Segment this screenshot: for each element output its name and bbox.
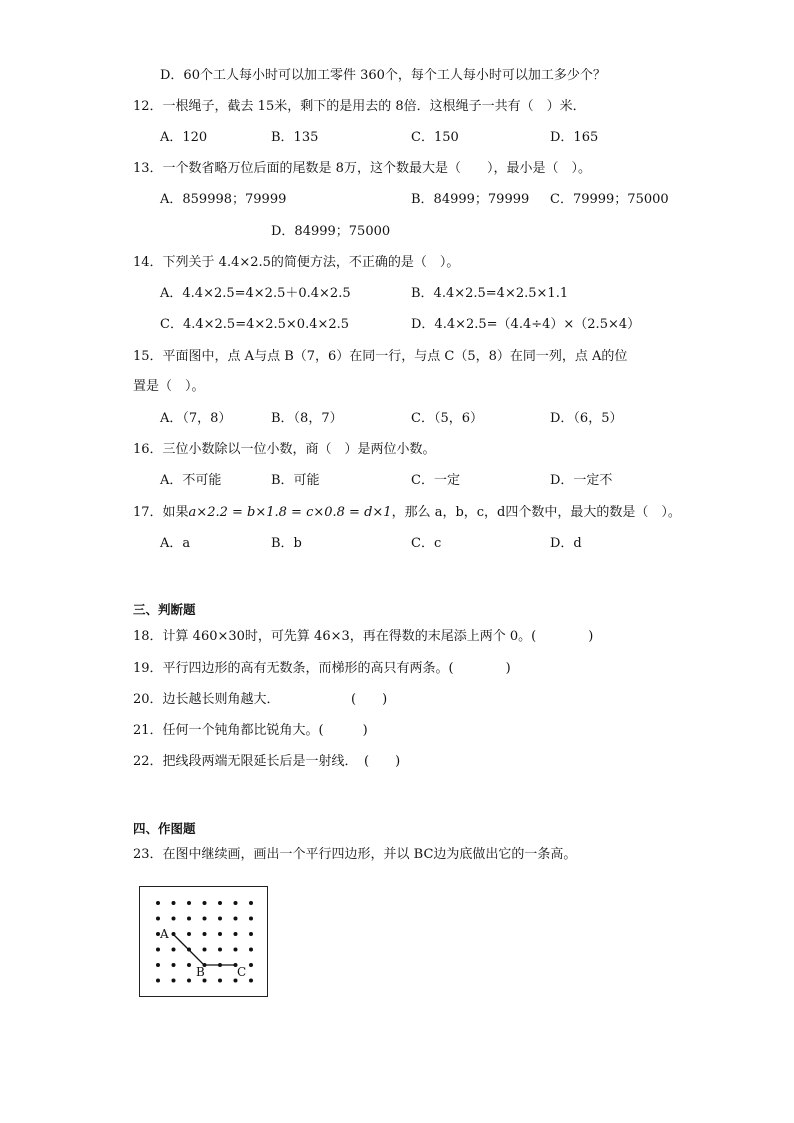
dot-grid-figure [139, 886, 268, 997]
q13-option-c: C．79999；75000 [550, 192, 669, 207]
grid-dot [234, 948, 238, 952]
q15-option-c: C．（5，6） [411, 411, 483, 426]
grid-dot [218, 979, 222, 983]
q13-option-a: A．859998；79999 [160, 192, 287, 207]
grid-dot [234, 932, 238, 936]
grid-dot [249, 948, 253, 952]
grid-dot [249, 979, 253, 983]
grid-dot [203, 901, 207, 905]
q13-option-d: D．84999；75000 [271, 224, 391, 239]
grid-dot [249, 901, 253, 905]
question-21: 21．任何一个钝角都比锐角大。( ) [133, 723, 368, 738]
q17-option-b: B．b [271, 536, 302, 551]
grid-dot [249, 963, 253, 967]
grid-dot [172, 948, 176, 952]
question-17-stem [133, 504, 681, 522]
dot-grid-svg [140, 887, 267, 996]
grid-dot [218, 901, 222, 905]
question-14-stem: 14．下列关于 4.4×2.5的简便方法，不正确的是（ ）。 [133, 255, 460, 270]
grid-dot [234, 979, 238, 983]
grid-dot [187, 979, 191, 983]
q16-option-b: B．可能 [271, 473, 320, 488]
question-16-stem: 16．三位小数除以一位小数，商（ ）是两位小数。 [133, 442, 436, 457]
question-19: 19．平行四边形的高有无数条，而梯形的高只有两条。( ) [133, 661, 511, 676]
question-18: 18．计算 460×30时，可先算 46×3，再在得数的末尾添上两个 0。( ) [133, 629, 594, 644]
grid-dot [203, 948, 207, 952]
question-22: 22．把线段两端无限延长后是一射线． ( ) [133, 754, 401, 769]
q12-option-d: D．165 [550, 130, 599, 145]
question-20: 20．边长越长则角越大． ( ) [133, 692, 388, 707]
section-3-title: 三、判断题 [133, 602, 196, 617]
question-11-option-d: D．60个工人每小时可以加工零件 360个，每个工人每小时可以加工多少个？ [160, 68, 606, 83]
q13-option-b: B．84999；79999 [411, 192, 530, 207]
q12-option-b: B．135 [271, 130, 319, 145]
grid-dot [172, 963, 176, 967]
q17-option-c: C．c [411, 536, 442, 551]
grid-dot [172, 901, 176, 905]
q16-option-a: A．不可能 [160, 473, 222, 488]
q17-formula: a×2.2 = b×1.8 = c×0.8 = d×1 [188, 505, 392, 520]
grid-dot [218, 917, 222, 921]
grid-dot [218, 932, 222, 936]
label-a: A [160, 927, 169, 941]
grid-dot [156, 963, 160, 967]
q17-option-d: D．d [550, 536, 582, 551]
q12-option-c: C．150 [411, 130, 459, 145]
grid-dot [187, 901, 191, 905]
question-12-stem: 12．一根绳子，截去 15米，剩下的是用去的 8倍．这根绳子一共有（ ）米． [133, 99, 586, 114]
grid-dot [234, 901, 238, 905]
q17-suffix: ，那么 a，b，c，d四个数中，最大的数是（ ）。 [391, 505, 681, 520]
grid-dot [218, 948, 222, 952]
grid-dot [203, 932, 207, 936]
q14-option-b: B．4.4×2.5=4×2.5×1.1 [411, 286, 569, 301]
question-23: 23．在图中继续画，画出一个平行四边形，并以 BC边为底做出它的一条高。 [133, 847, 577, 862]
q14-option-d: D．4.4×2.5=（4.4÷4）×（2.5×4） [411, 317, 641, 332]
q15-option-b: B．（8，7） [271, 411, 343, 426]
q15-option-a: A．（7，8） [160, 411, 232, 426]
question-15-stem-line1: 15．平面图中，点 A与点 B（7，6）在同一行，与点 C（5，8）在同一列，点 A的位 [133, 349, 628, 364]
q16-option-c: C．一定 [411, 473, 460, 488]
label-c: C [237, 965, 247, 979]
q17-prefix: 17．如果 [133, 505, 189, 520]
q16-option-d: D．一定不 [550, 473, 613, 488]
q17-option-a: A．a [160, 536, 191, 551]
label-b: B [196, 965, 205, 979]
q14-option-c: C．4.4×2.5=4×2.5×0.4×2.5 [160, 317, 350, 332]
grid-dot [187, 932, 191, 936]
question-13-stem: 13．一个数省略万位后面的尾数是 8万，这个数最大是（ ），最小是（ ）。 [133, 161, 591, 176]
grid-dot [172, 979, 176, 983]
question-15-stem-line2: 置是（ ）。 [133, 379, 205, 394]
grid-dot [172, 917, 176, 921]
grid-dot [156, 917, 160, 921]
grid-dot [156, 979, 160, 983]
grid-dot [156, 948, 160, 952]
grid-dot [187, 963, 191, 967]
q15-option-d: D．（6，5） [550, 411, 623, 426]
grid-dot [234, 917, 238, 921]
grid-dot [249, 932, 253, 936]
section-4-title: 四、作图题 [133, 821, 196, 836]
grid-dot [203, 979, 207, 983]
q14-option-a: A．4.4×2.5=4×2.5＋0.4×2.5 [160, 286, 351, 301]
grid-dot [249, 917, 253, 921]
grid-dot [156, 901, 160, 905]
grid-dot [187, 917, 191, 921]
q12-option-a: A．120 [160, 130, 208, 145]
grid-dot [203, 917, 207, 921]
